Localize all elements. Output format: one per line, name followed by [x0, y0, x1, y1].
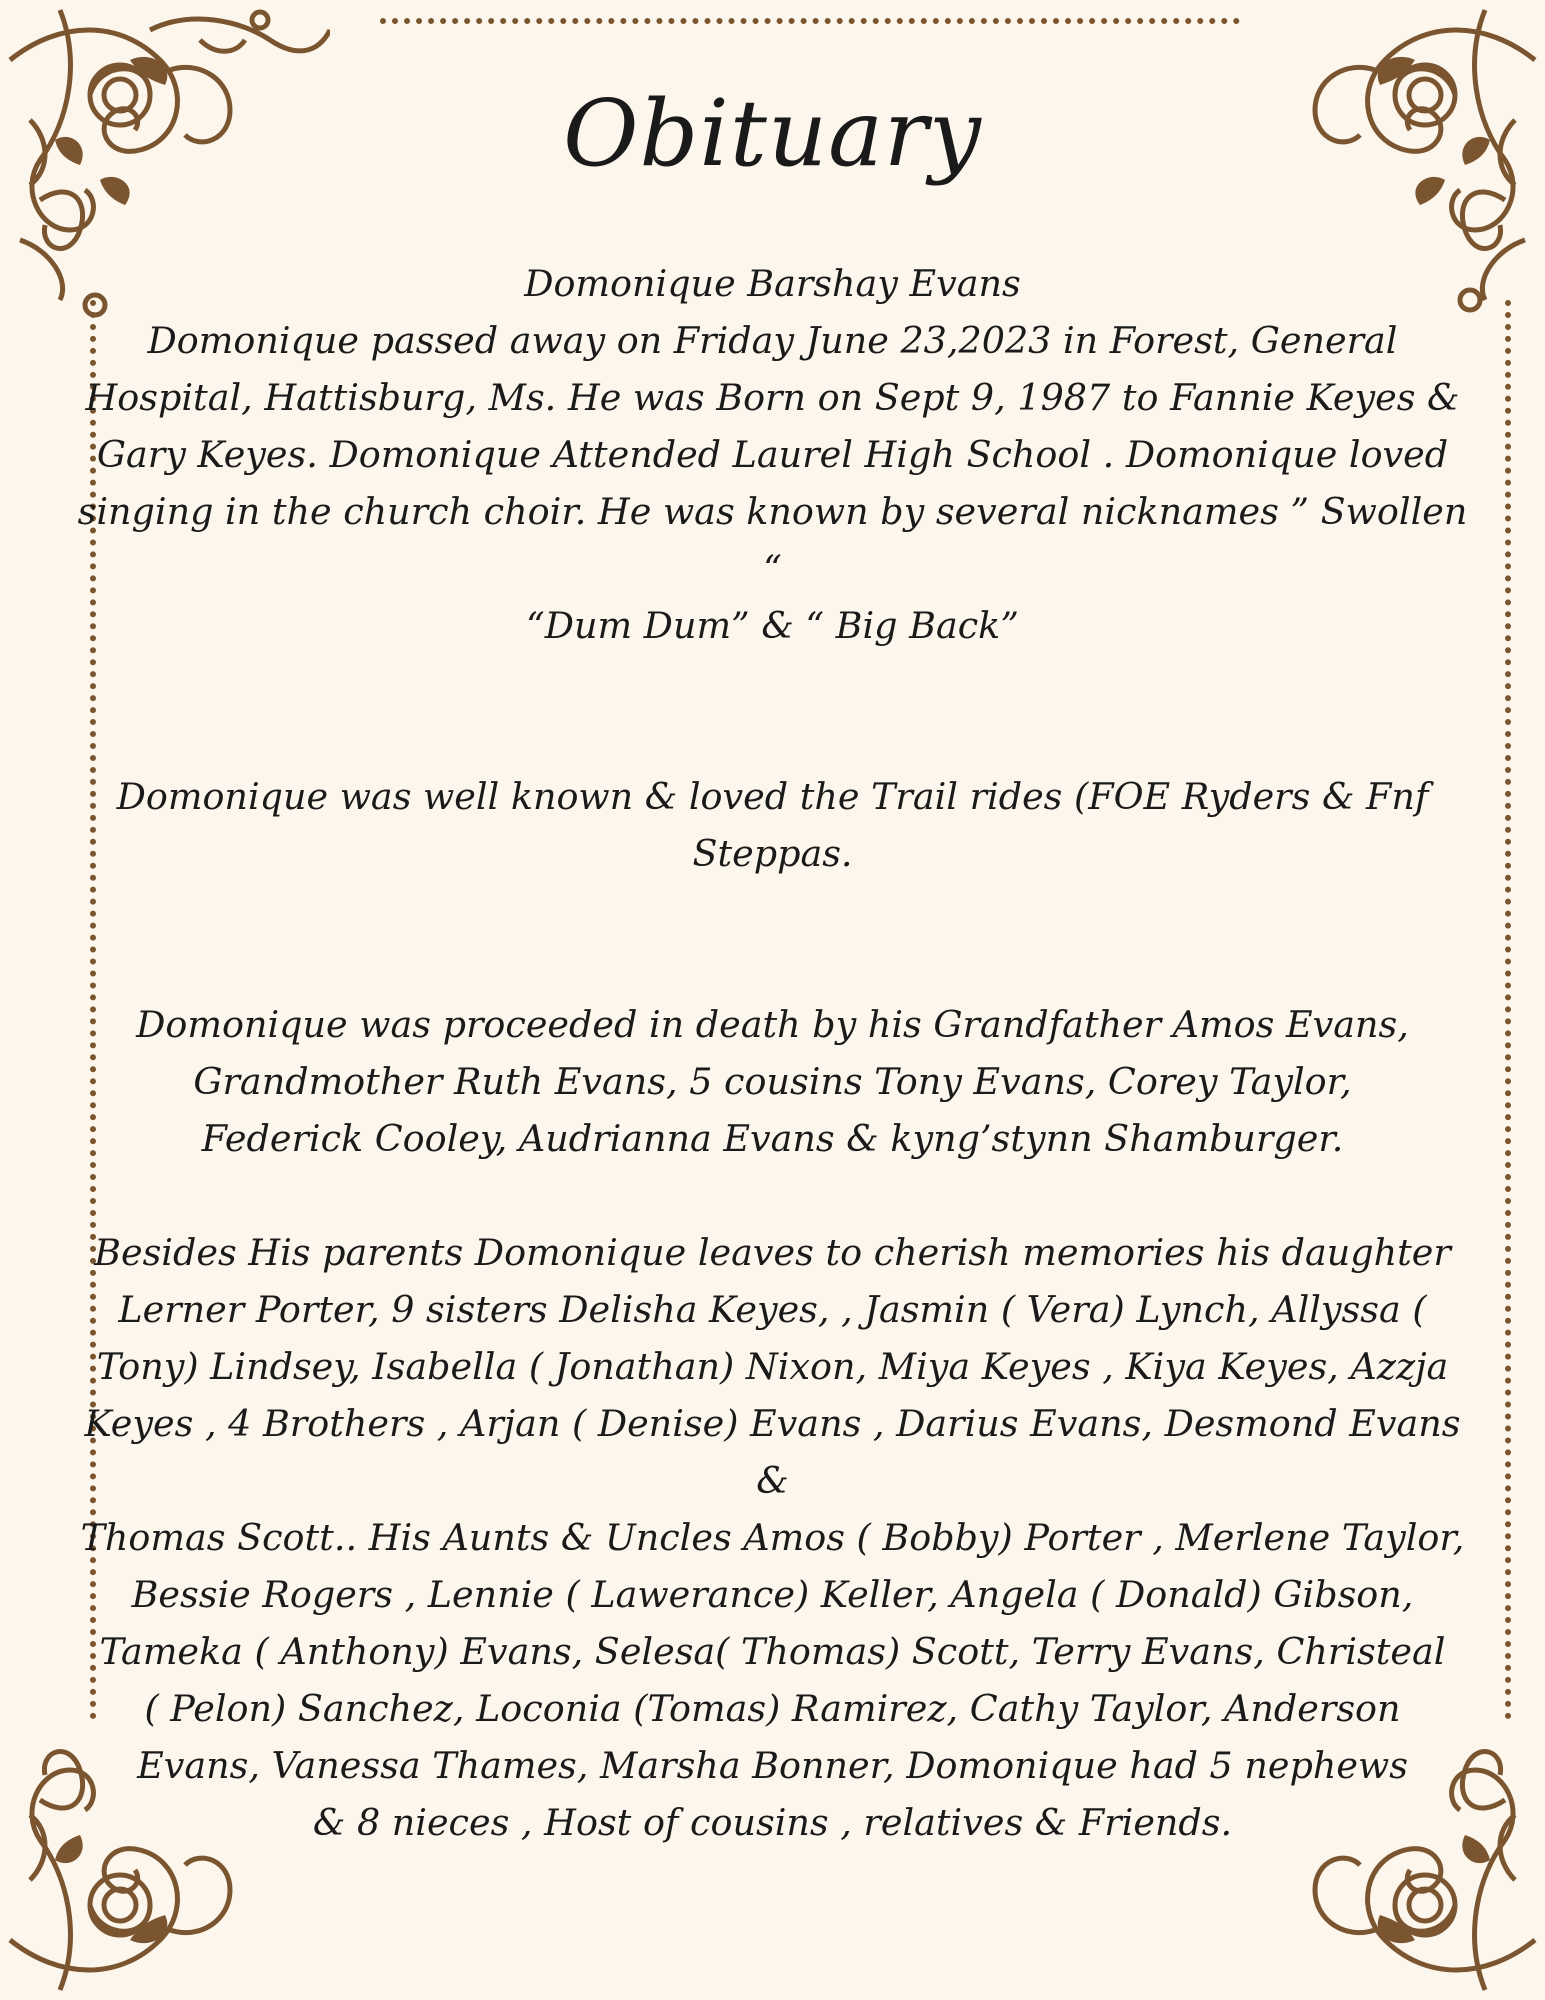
text-line: Thomas Scott.. His Aunts & Uncles Amos ( Bobby) Porter , Merlene Taylor,: [80, 1516, 1465, 1559]
paragraph-survivors: [70, 1224, 1475, 1851]
text-line: Domonique passed away on Friday June 23,2023 in Forest, General: [147, 319, 1398, 362]
text-line: ( Pelon) Sanchez, Loconia (Tomas) Ramirez, Cathy Taylor, Anderson: [144, 1687, 1401, 1730]
obituary-body: [70, 255, 1475, 1851]
spacer: [70, 654, 1475, 768]
text-line: Domonique was well known & loved the Trail rides (FOE Ryders & Fnf: [116, 775, 1429, 818]
text-line: Tameka ( Anthony) Evans, Selesa( Thomas) Scott, Terry Evans, Christeal: [99, 1630, 1446, 1673]
text-line: & 8 nieces , Host of cousins , relatives & Friends.: [312, 1801, 1233, 1844]
text-line: Grandmother Ruth Evans, 5 cousins Tony Evans, Corey Taylor,: [193, 1060, 1352, 1103]
page-title: Obituary: [563, 80, 982, 187]
text-line: Lerner Porter, 9 sisters Delisha Keyes, , Jasmin ( Vera) Lynch, Allyssa (: [118, 1288, 1427, 1331]
text-line: Keyes , 4 Brothers , Arjan ( Denise) Evans , Darius Evans, Desmond Evans &: [84, 1402, 1461, 1502]
text-line: Federick Cooley, Audrianna Evans & kyng’stynn Shamburger.: [201, 1117, 1344, 1160]
dotted-border-top: [380, 18, 1240, 30]
text-line: singing in the church choir. He was known by several nicknames ” Swollen “: [77, 490, 1468, 590]
dotted-border-right: [1505, 300, 1517, 1720]
text-line: Besides His parents Domonique leaves to cherish memories his daughter: [94, 1231, 1451, 1274]
text-line: Domonique was proceeded in death by his Grandfather Amos Evans,: [136, 1003, 1409, 1046]
text-line: Steppas.: [692, 832, 853, 875]
text-line: Bessie Rogers , Lennie ( Lawerance) Keller, Angela ( Donald) Gibson,: [131, 1573, 1414, 1616]
paragraph-passing: [70, 312, 1475, 654]
deceased-name: Domonique Barshay Evans: [524, 262, 1021, 305]
text-line: Hospital, Hattisburg, Ms. He was Born on Sept 9, 1987 to Fannie Keyes &: [85, 376, 1460, 419]
paragraph-trail-rides: [70, 768, 1475, 882]
text-line: Evans, Vanessa Thames, Marsha Bonner, Domonique had 5 nephews: [137, 1744, 1408, 1787]
paragraph-preceded-in-death: [70, 996, 1475, 1167]
text-line: “Dum Dum” & “ Big Back”: [526, 604, 1019, 647]
text-line: Tony) Lindsey, Isabella ( Jonathan) Nixon, Miya Keyes , Kiya Keyes, Azzja: [96, 1345, 1449, 1388]
spacer: [70, 1167, 1475, 1224]
text-line: Gary Keyes. Domonique Attended Laurel High School . Domonique loved: [96, 433, 1449, 476]
spacer: [70, 882, 1475, 996]
